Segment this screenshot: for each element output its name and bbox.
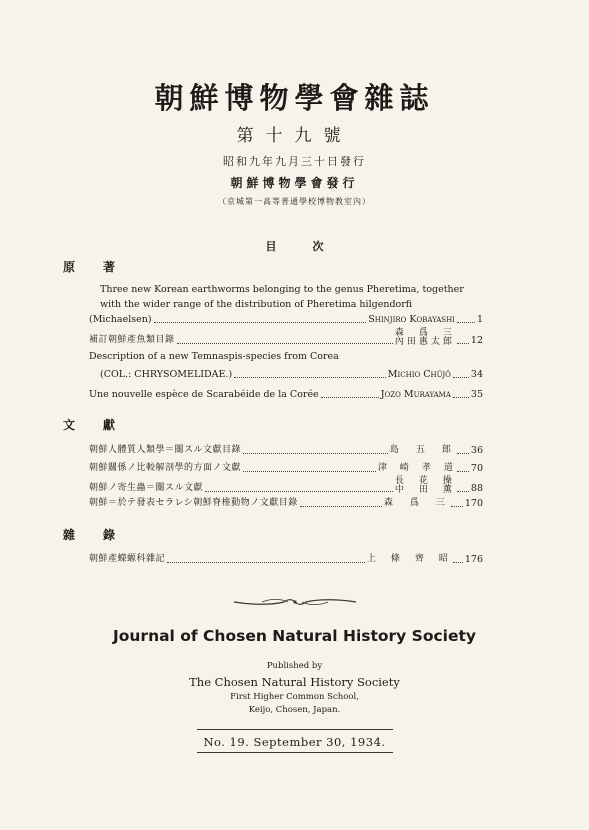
toc-entry-scarabeide[interactable] <box>89 388 483 401</box>
dot-leader <box>234 377 386 378</box>
toc-entry-page: 176 <box>464 554 483 565</box>
school-address: First Higher Common School, <box>230 692 359 702</box>
publisher-address-japanese: （京城第一高等普通學校博物教室內） <box>218 197 371 206</box>
issue-number-english: No. 19. September 30, 1934. <box>203 735 386 749</box>
toc-entry-author: Jozo Murayama <box>380 389 451 400</box>
toc-entry-author: 上 條 齊 昭 <box>366 554 451 564</box>
section-original-papers: 原著 <box>63 260 144 274</box>
toc-entry-comparative-anatomy[interactable] <box>89 462 483 475</box>
toc-entry-fish-list[interactable] <box>89 329 483 347</box>
dot-leader <box>300 506 382 507</box>
contents-heading: 目次 <box>265 240 360 253</box>
toc-entry-title-continued: with the wider range of the distribution of Pheretima hilgendorfi <box>100 299 413 310</box>
toc-entry-author: Shinjiro Kobayashi <box>368 314 455 325</box>
dot-leader <box>457 322 475 323</box>
toc-entry-page: 70 <box>470 463 483 474</box>
toc-entry-title: 朝鮮人體質人類學＝關スル文獻目錄 <box>89 445 242 455</box>
dot-leader <box>177 343 393 344</box>
toc-entry-parasites[interactable] <box>89 477 483 495</box>
toc-entry-authors: 森 爲 三 內田惠太郎 <box>394 328 455 347</box>
publication-date-japanese: 昭和九年九月三十日發行 <box>223 155 366 168</box>
toc-entry-page: 88 <box>470 483 483 494</box>
toc-entry-page: 1 <box>476 314 483 325</box>
toc-entry-title: Three new Korean earthworms belonging to the genus Pheretima, together <box>100 284 464 295</box>
toc-entry-title: Une nouvelle espèce de Scarabéide de la Corée <box>89 389 319 400</box>
toc-entry-author: 島 五 郎 <box>389 445 455 455</box>
dot-leader <box>205 491 393 492</box>
journal-title-english: Journal of Chosen Natural History Society <box>112 627 477 645</box>
toc-entry-earthworms[interactable] <box>89 283 483 326</box>
toc-entry-salamanders[interactable] <box>89 553 483 566</box>
dot-leader <box>453 562 463 563</box>
dot-leader <box>457 453 469 454</box>
city-address: Keijo, Chosen, Japan. <box>248 705 341 715</box>
toc-entry-author: 森 爲 三 <box>383 498 449 508</box>
toc-entry-title: 朝鮮＝於テ發表セラレシ朝鮮脊椎動物ノ文獻目錄 <box>89 498 298 508</box>
toc-entry-page: 34 <box>470 369 483 380</box>
toc-entry-page: 35 <box>470 389 483 400</box>
toc-entry-author: Michio Chûjô <box>387 369 451 380</box>
dot-leader <box>457 491 469 492</box>
dot-leader <box>453 397 469 398</box>
toc-entry-title: 補訂朝鮮產魚類目錄 <box>89 335 175 345</box>
toc-entry-page: 36 <box>470 445 483 456</box>
toc-entry-page: 170 <box>464 498 483 509</box>
toc-entry-authors: 長 花 操 中 田 薫 <box>394 476 455 495</box>
published-by-label: Published by <box>266 661 323 671</box>
issue-number-japanese: 第十九號 <box>236 126 353 146</box>
section-miscellany: 雜錄 <box>63 528 144 542</box>
issue-rule-bottom <box>197 752 393 753</box>
dot-leader <box>167 562 365 563</box>
toc-entry-physical-anthropology[interactable] <box>89 444 483 457</box>
toc-entry-title: Description of a new Temnaspis-species from Corea <box>89 351 339 362</box>
toc-entry-title: 朝鮮產蠑螈科雜記 <box>89 554 166 564</box>
toc-entry-leader-line: (Michaelsen) Shinjiro Kobayashi 1 <box>89 314 483 325</box>
publisher-japanese: 朝鮮博物學會發行 <box>230 176 359 190</box>
toc-entry-page: 12 <box>470 335 483 346</box>
dot-leader <box>451 506 463 507</box>
dot-leader <box>457 343 469 344</box>
dot-leader <box>154 322 367 323</box>
toc-entry-title: 朝鮮ノ寄生蟲＝關スル文獻 <box>89 483 204 493</box>
dot-leader <box>243 453 388 454</box>
section-literature: 文獻 <box>63 418 144 432</box>
toc-entry-author: 津 崎 孝 道 <box>377 463 455 473</box>
dot-leader <box>453 377 469 378</box>
dot-leader <box>321 397 379 398</box>
toc-entry-title: 朝鮮關係ノ比較解剖學的方面ノ文獻 <box>89 463 242 473</box>
society-name: The Chosen Natural History Society <box>189 675 400 689</box>
toc-entry-vertebrates[interactable] <box>89 497 483 510</box>
toc-entry-temnaspis[interactable] <box>89 350 483 381</box>
dot-leader <box>457 471 469 472</box>
toc-entry-leader-line: (COL.: CHRYSOMELIDAE.) Michio Chûjô 34 <box>100 369 483 380</box>
dot-leader <box>243 471 376 472</box>
journal-title-japanese: 朝鮮博物學會雜誌 <box>154 81 435 115</box>
ornament-divider <box>232 596 358 608</box>
issue-rule-top <box>197 729 393 730</box>
